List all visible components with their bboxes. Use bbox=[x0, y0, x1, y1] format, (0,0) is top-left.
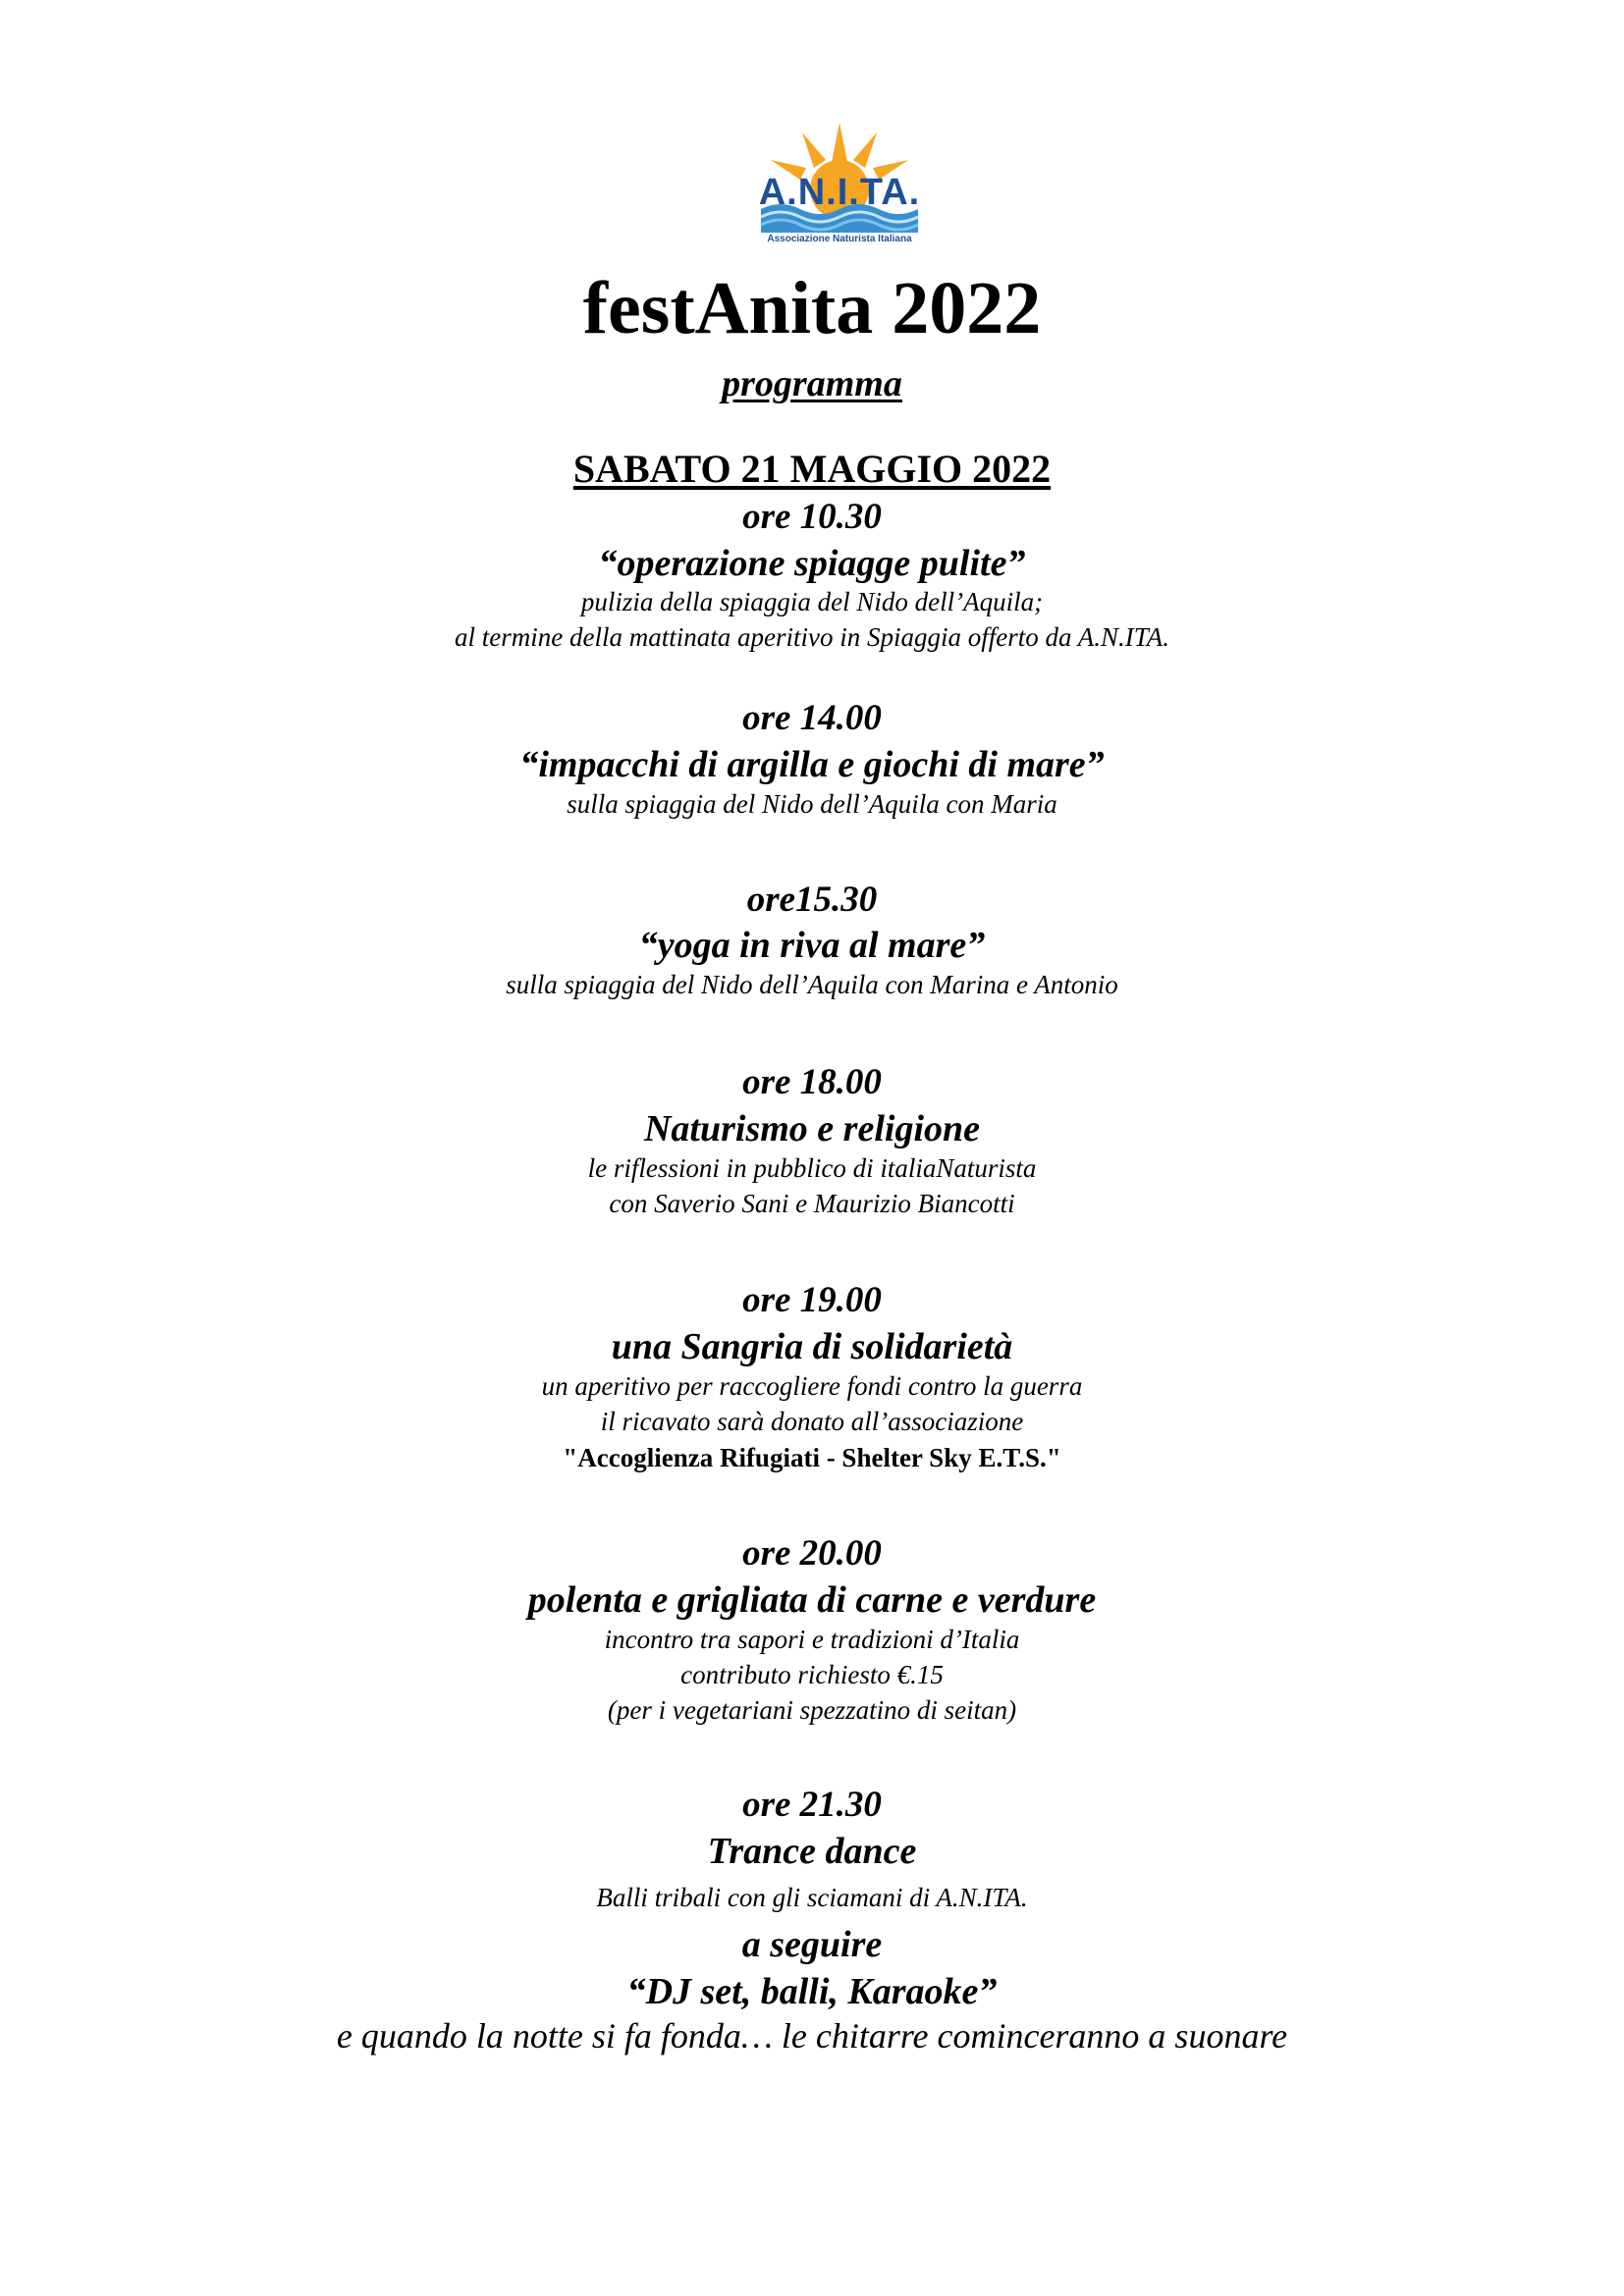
event-title: Naturismo e religione bbox=[643, 1108, 981, 1149]
logo-name: A.N.I.TA. bbox=[758, 172, 921, 213]
event-detail: Balli tribali con gli sciamani di A.N.ITA. bbox=[596, 1883, 1028, 1912]
closing-line: e quando la notte si fa fonda… le chitarre cominceranno a suonare bbox=[336, 2016, 1288, 2056]
event-detail: pulizia della spiaggia del Nido dell’Aquila; bbox=[580, 587, 1044, 616]
event-detail: le riflessioni in pubblico di italiaNaturista bbox=[587, 1153, 1037, 1183]
page-subtitle: programma bbox=[722, 363, 902, 404]
after-label: a seguire bbox=[741, 1924, 883, 1965]
event-detail: contributo richiesto €.15 bbox=[680, 1660, 944, 1689]
event-title: polenta e grigliata di carne e verdure bbox=[527, 1579, 1097, 1621]
event-title: “operazione spiagge pulite” bbox=[598, 543, 1026, 584]
event-time: ore 10.30 bbox=[742, 497, 882, 537]
event-detail: incontro tra sapori e tradizioni d’Italia bbox=[604, 1625, 1020, 1654]
event-detail: un aperitivo per raccogliere fondi contro la guerra bbox=[541, 1371, 1083, 1401]
event-time: ore 18.00 bbox=[742, 1062, 882, 1102]
event-time: ore 21.30 bbox=[742, 1785, 882, 1825]
page-title: festAnita 2022 bbox=[582, 267, 1042, 349]
logo-subtitle: Associazione Naturista Italiana bbox=[767, 234, 912, 244]
event-time: ore 14.00 bbox=[742, 698, 882, 738]
after-title: “DJ set, balli, Karaoke” bbox=[626, 1971, 998, 2012]
event-time: ore 19.00 bbox=[742, 1280, 882, 1320]
event-detail: sulla spiaggia del Nido dell’Aquila con Maria bbox=[567, 789, 1057, 819]
event-detail: il ricavato sarà donato all’associazione bbox=[600, 1407, 1024, 1436]
event-title: “impacchi di argilla e giochi di mare” bbox=[519, 744, 1105, 785]
event-organization: "Accoglienza Rifugiati - Shelter Sky E.T.S." bbox=[563, 1443, 1061, 1472]
event-detail: al termine della mattinata aperitivo in Spiaggia offerto da A.N.ITA. bbox=[455, 622, 1169, 652]
anita-logo bbox=[741, 123, 938, 250]
event-detail: sulla spiaggia del Nido dell’Aquila con Marina e Antonio bbox=[506, 970, 1118, 999]
event-title: “yoga in riva al mare” bbox=[638, 925, 986, 966]
event-time: ore15.30 bbox=[746, 880, 878, 920]
event-title: Trance dance bbox=[707, 1831, 917, 1872]
event-date: SABATO 21 MAGGIO 2022 bbox=[572, 447, 1052, 491]
event-time: ore 20.00 bbox=[742, 1533, 882, 1574]
event-detail: (per i vegetariani spezzatino di seitan) bbox=[607, 1695, 1017, 1725]
event-detail: con Saverio Sani e Maurizio Biancotti bbox=[609, 1189, 1015, 1218]
event-title: una Sangria di solidarietà bbox=[611, 1326, 1013, 1367]
